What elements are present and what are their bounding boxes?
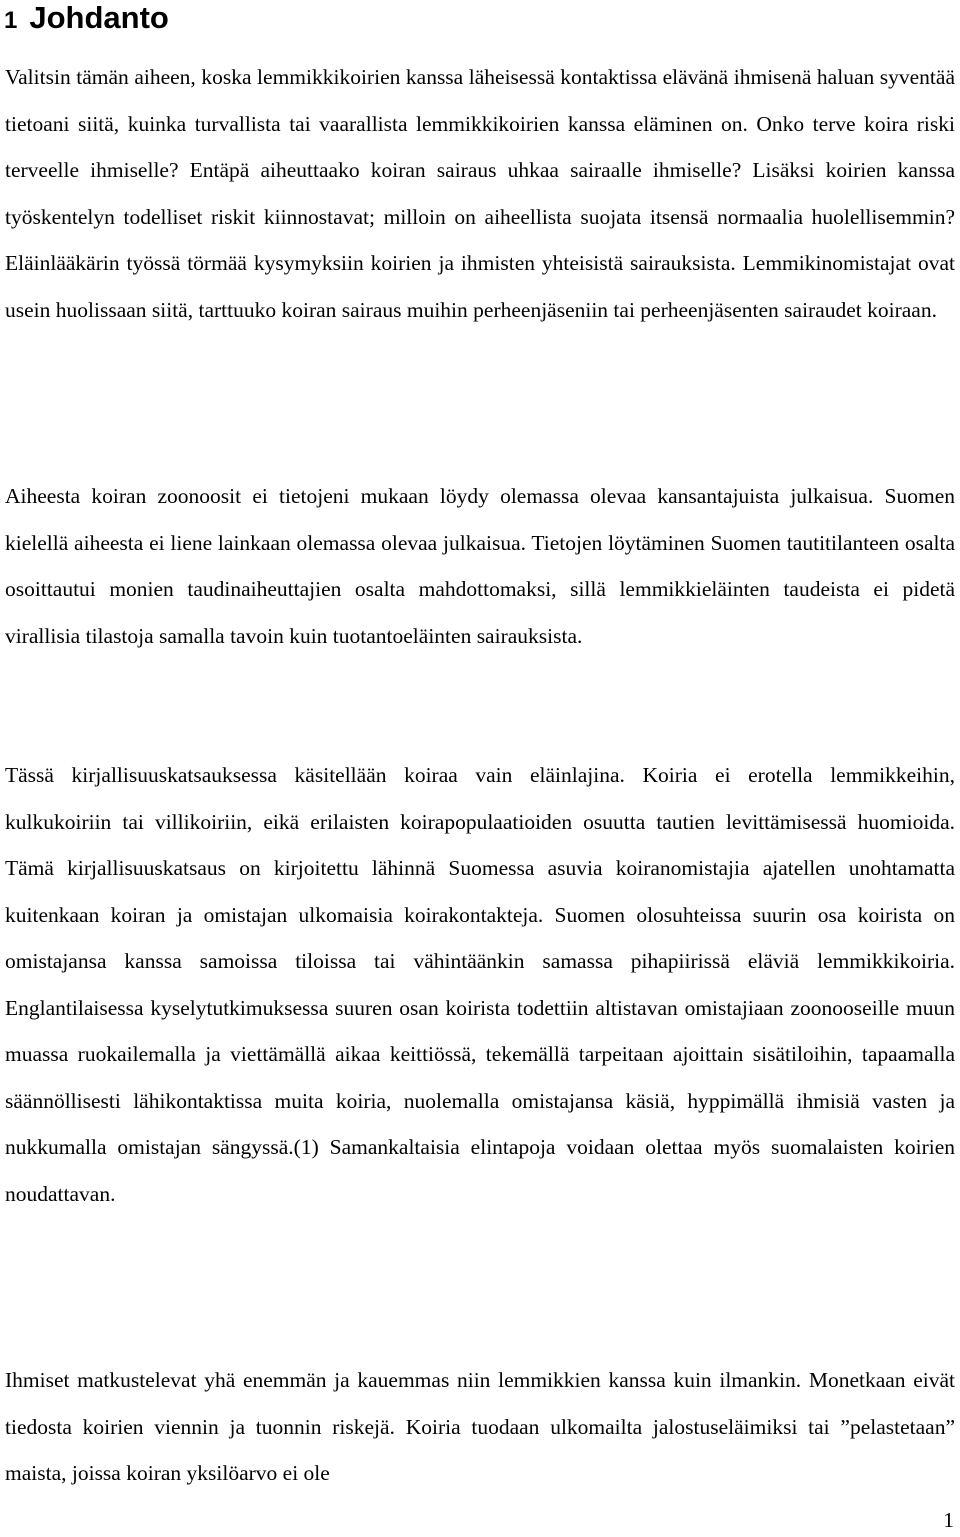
paragraph: Aiheesta koiran zoonoosit ei tietojeni mukaan löydy olemassa olevaa kansantajuista julkaisua. Suomen kielellä aiheesta ei liene lainkaan olemassa olevaa julkaisua. Tietojen löytäminen Suomen tautitilanteen osalta osoittautui monien taudinaiheuttajien osalta mahdottomaksi, sillä lemmikkieläinten taudeista ei pidetä virallisia tilastoja samalla tavoin kuin tuotantoeläinten sairauksista. — [5, 484, 955, 648]
paragraph: Ihmiset matkustelevat yhä enemmän ja kauemmas niin lemmikkien kanssa kuin ilmankin. Monetkaan eivät tiedosta koirien viennin ja tuonnin riskejä. Koiria tuodaan ulkomailta jalostuseläimiksi tai ”pelastetaan” maista, joissa koiran yksilöarvo ei ole — [5, 1368, 955, 1485]
paragraph: Tässä kirjallisuuskatsauksessa käsitellään koiraa vain eläinlajina. Koiria ei erotella lemmikkeihin, kulkukoiriin tai villikoiriin, eikä erilaisten koirapopulaatioiden osuutta tautien levittämisessä huomioida. Tämä kirjallisuuskatsaus on kirjoitettu lähinnä Suomessa asuvia koiranomistajia ajatellen unohtamatta kuitenkaan koiran ja omistajan ulkomaisia koirakontakteja. Suomen olosuhteissa suurin osa koirista on omistajansa kanssa samoissa tiloissa tai vähintäänkin samassa pihapiirissä eläviä lemmikkikoiria. Englantilaisessa kyselytutkimuksessa suuren osan koirista todettiin altistavan omistajiaan zoonooseille muun muassa ruokailemalla ja viettämällä aikaa keittiössä, tekemällä tarpeitaan ajoittain sisätiloihin, tapaamalla säännöllisesti lähikontaktissa muita koiria, nuolemalla omistajansa käsiä, hyppimällä ihmisiä vasten ja nukkumalla omistajan sängyssä.(1) Samankaltaisia elintapoja voidaan olettaa myös suomalaisten koirien noudattavan. — [5, 763, 955, 1206]
paragraph: Valitsin tämän aiheen, koska lemmikkikoirien kanssa läheisessä kontaktissa elävänä ihmisenä haluan syventää tietoani siitä, kuinka turvallista tai vaarallista lemmikkikoirien kanssa eläminen on. Onko terve koira riski terveelle ihmiselle? Entäpä aiheuttaako koiran sairaus uhkaa sairaalle ihmiselle? Lisäksi koirien kanssa työskentelyn todelliset riskit kiinnostavat; milloin on aiheellista suojata itsensä normaalia huolellisemmin? Eläinlääkärin työssä törmää kysymyksiin koirien ja ihmisten yhteisistä sairauksista. Lemmikinomistajat ovat usein huolissaan siitä, tarttuuko koiran sairaus muihin perheenjäseniin tai perheenjäsenten sairaudet koiraan. — [5, 65, 955, 322]
section-title: Johdanto — [29, 0, 169, 35]
section-number: 1 — [4, 7, 18, 34]
section-heading — [4, 0, 169, 39]
page-number: 1 — [943, 1508, 954, 1532]
